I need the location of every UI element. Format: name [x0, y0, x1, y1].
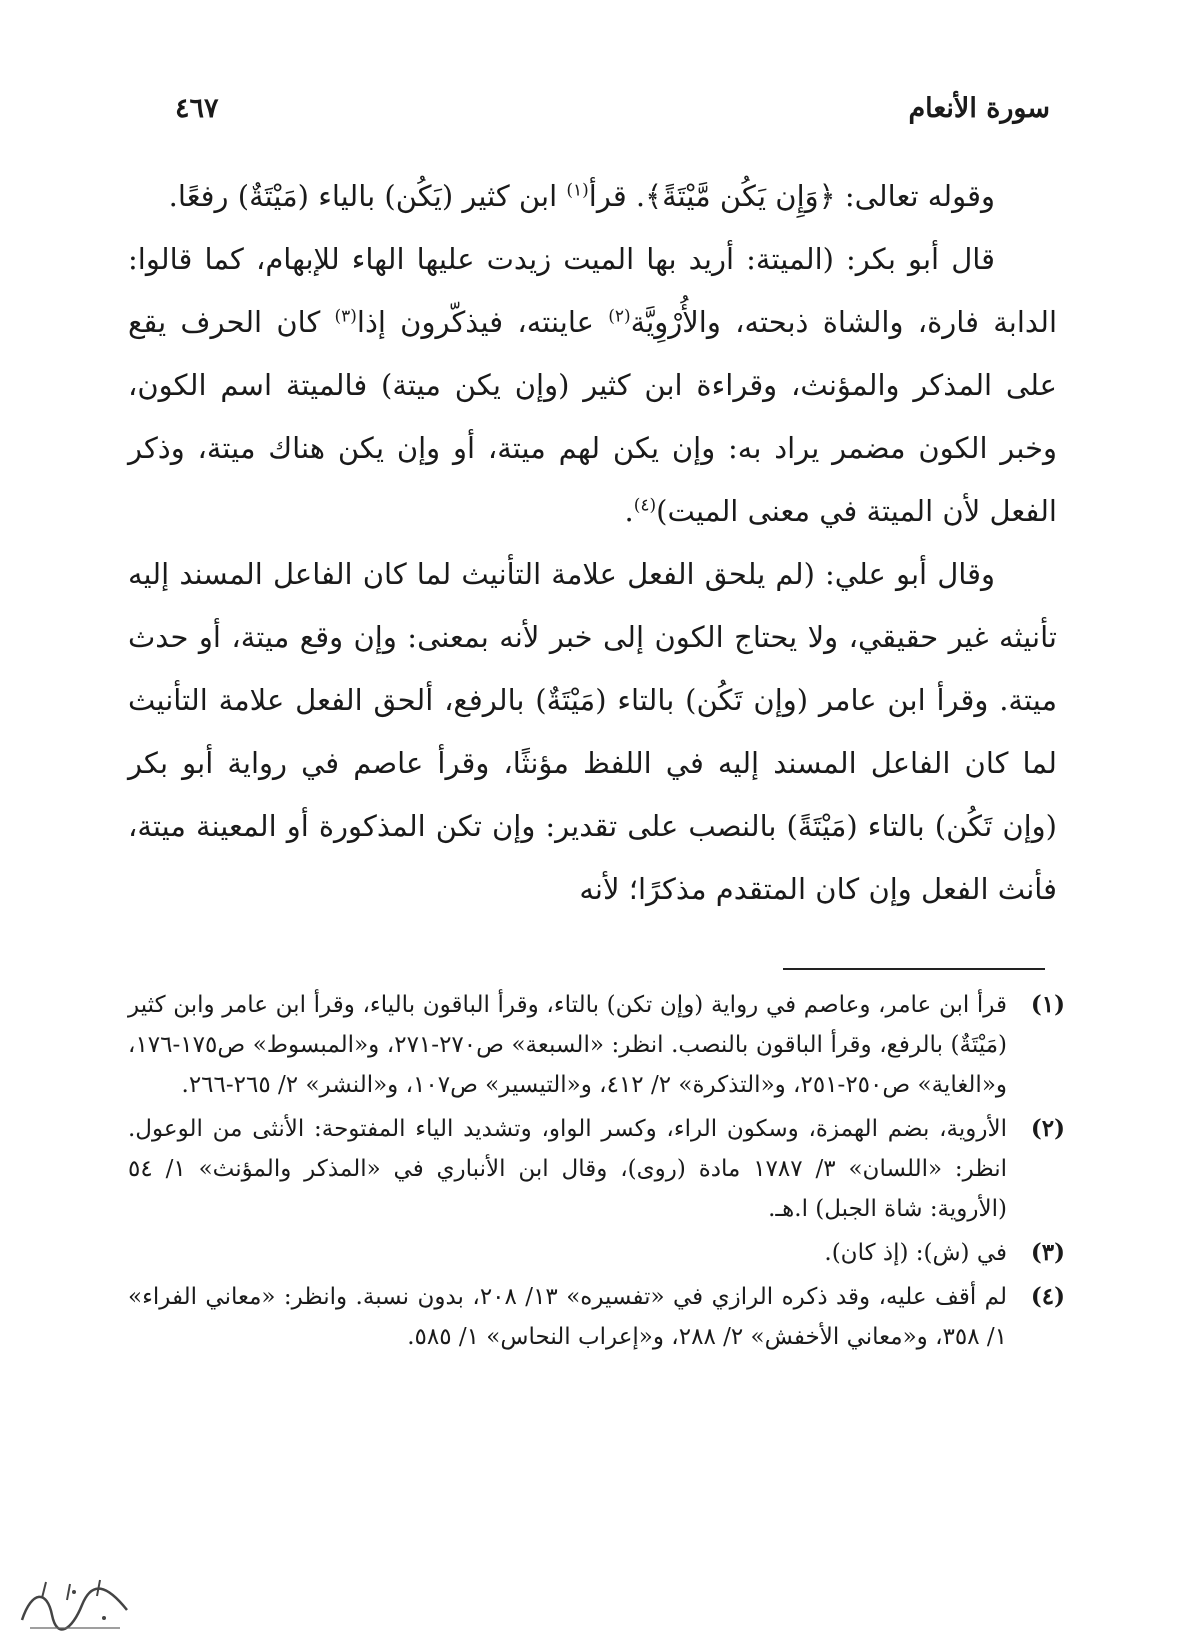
- footnote-text: في (ش): (إذ كان).: [824, 1240, 1007, 1266]
- footnote-text: الأروية، بضم الهمزة، وسكون الراء، وكسر الواو، وتشديد الياء المفتوحة: الأنثى من الوعول. انظر: «اللسان» ٣/ ١٧٨٧ مادة (روى)، وقال ابن الأنباري في «المذكر والمؤنث» ١/ ٥٤ (الأروية: شاة الجبل) ا.هـ.: [128, 1116, 1008, 1222]
- footnote-ref: (٢): [608, 306, 631, 327]
- paragraph-2: [128, 228, 1057, 543]
- footnote-number: (١): [1030, 991, 1065, 1018]
- page-number: ٤٦٧: [175, 93, 219, 124]
- footnote-number: (٤): [1030, 1283, 1065, 1310]
- footnote-1: [128, 985, 1065, 1105]
- footnote-ref: (١): [566, 180, 589, 201]
- text-run: وقوله تعالى: ﴿وَإِن يَكُن مَّيْتَةً﴾. قرأ: [588, 179, 995, 213]
- text-run: قال أبو بكر: (الميتة: أريد بها الميت زيدت عليها الهاء للإبهام، كما قالوا: الدابة فارة، والشاة ذبحته، والأُرْوِيَّة: [128, 242, 1058, 339]
- footnote-3: [128, 1233, 1065, 1273]
- text-run: عاينته، فيذكّرون إذا: [356, 305, 609, 339]
- running-title: سورة الأنعام: [908, 93, 1050, 124]
- footnote-number: (٣): [1030, 1239, 1065, 1266]
- footnote-ref: (٤): [633, 495, 657, 516]
- paragraph-1: [128, 165, 1057, 228]
- main-text: [128, 165, 1057, 921]
- text-run: كان الحرف يقع على المذكر والمؤنث، وقراءة ابن كثير (وإن يكن ميتة) فالميتة اسم الكون، وخبر الكون مضمر يراد به: وإن يكن لهم ميتة، أو وإن يكن هناك ميتة، وذكر الفعل لأن الميتة في معنى الميت): [128, 305, 1057, 528]
- page-header: [175, 93, 1050, 138]
- footnote-text: قرأ ابن عامر، وعاصم في رواية (وإن تكن) بالتاء، وقرأ الباقون بالياء، وقرأ ابن عامر وابن كثير (مَيْتَةٌ) بالرفع، وقرأ الباقون بالنصب. انظر: «السبعة» ص٢٧٠-٢٧١، و«المبسوط» ص١٧٥-١٧٦، و«الغاية» ص٢٥٠-٢٥١، و«التذكرة» ٢/ ٤١٢، و«التيسير» ص١٠٧، و«النشر» ٢/ ٢٦٥-٢٦٦.: [128, 992, 1007, 1098]
- text-run: ابن كثير (يَكُن) بالياء (مَيْتَةٌ) رفعًا.: [168, 179, 567, 213]
- footnote-number: (٢): [1030, 1115, 1065, 1142]
- paragraph-3: [128, 543, 1057, 921]
- footnote-separator: [783, 968, 1045, 970]
- footnote-ref: (٣): [334, 306, 357, 327]
- footnote-2: [128, 1109, 1065, 1229]
- footnotes: [128, 985, 1065, 1361]
- text-run: .: [624, 494, 634, 528]
- text-run: وقال أبو علي: (لم يلحق الفعل علامة التأنيث لما كان الفاعل المسند إليه تأنيثه غير حقيقي، ولا يحتاج الكون إلى خبر لأنه بمعنى: وإن وقع ميتة، أو حدث ميتة. وقرأ ابن عامر (وإن تَكُن) بالتاء (مَيْتَةٌ) بالرفع، ألحق الفعل علامة التأنيث لما كان الفاعل المسند إليه في اللفظ مؤنثًا، وقرأ عاصم في رواية أبو بكر (وإن تَكُن) بالتاء (مَيْتَةً) بالنصب على تقدير: وإن تكن المذكورة أو المعينة ميتة، فأنث الفعل وإن كان المتقدم مذكرًا؛ لأنه: [128, 557, 1057, 906]
- footnote-text: لم أقف عليه، وقد ذكره الرازي في «تفسيره» ١٣/ ٢٠٨، بدون نسبة. وانظر: «معاني الفراء» ١/ ٣٥٨، و«معاني الأخفش» ٢/ ٢٨٨، و«إعراب النحاس» ١/ ٥٨٥.: [128, 1284, 1007, 1350]
- footnote-4: [128, 1277, 1065, 1357]
- library-logo-icon: [12, 1570, 137, 1640]
